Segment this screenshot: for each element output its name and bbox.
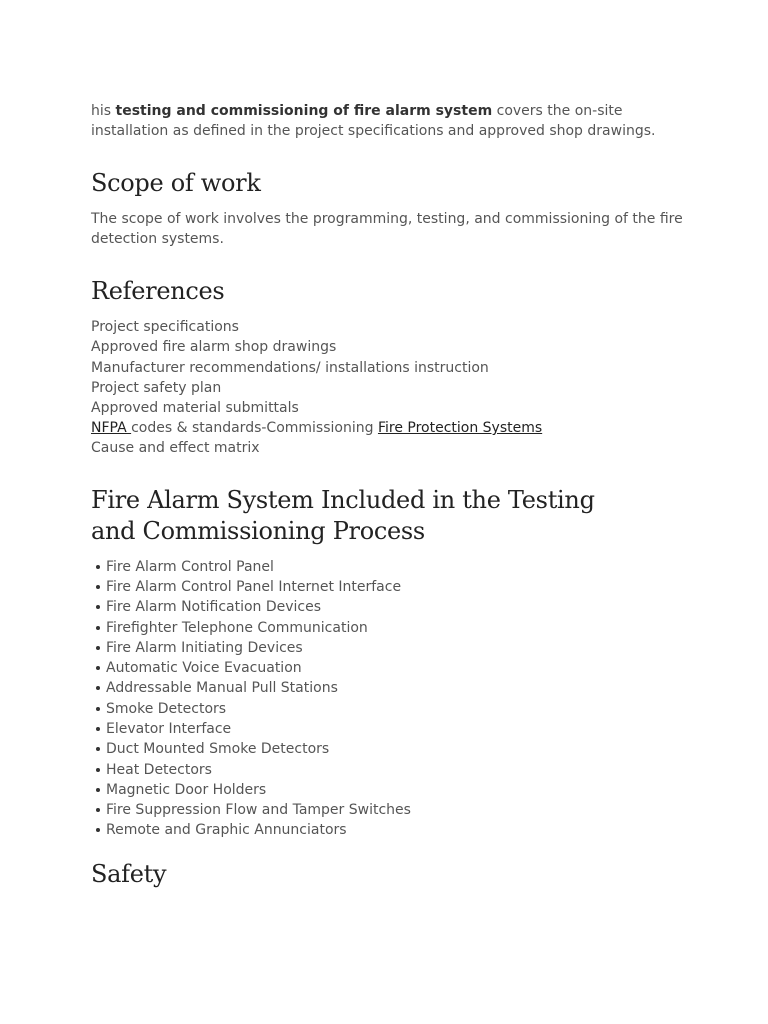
reference-item: Approved material submittals [91,400,299,416]
list-item [106,658,691,678]
intro-bold-term: testing and commissioning of fire alarm system [115,103,493,119]
bullet-icon [96,808,100,812]
scope-heading: Scope of work [91,168,261,197]
list-item [106,618,691,638]
intro-prefix: his [91,103,116,119]
document-page [91,101,691,890]
bullet-icon [96,707,100,711]
bullet-icon [96,585,100,589]
fire-systems-list [91,557,691,841]
bullet-icon [96,686,100,690]
bullet-icon [96,768,100,772]
list-item [106,597,691,617]
nfpa-link[interactable]: NFPA [91,420,132,437]
list-item-label: Remote and Graphic Annunciators [106,822,347,839]
bullet-icon [96,565,100,569]
fire-protection-systems-link[interactable]: Fire Protection Systems [377,420,543,437]
bullet-icon [96,666,100,670]
list-item [106,699,691,719]
list-item [106,719,691,739]
bullet-icon [96,605,100,609]
list-item [106,739,691,759]
bullet-icon [96,626,100,630]
list-item [106,780,691,800]
list-item-label: Magnetic Door Holders [106,781,267,798]
intro-suffix: covers the on-site installation as defined in the project specifications and approved shop drawings. [91,103,656,140]
bullet-icon [96,727,100,731]
references-heading: References [91,277,225,306]
reference-item: Project safety plan [91,379,222,396]
bullet-icon [96,646,100,650]
bullet-icon [96,747,100,751]
list-item-label: Fire Alarm Initiating Devices [106,639,303,656]
intro-paragraph [91,101,691,142]
bullet-icon [96,828,100,832]
fire-systems-heading: Fire Alarm System Included in the Testing and Commissioning Process [91,485,595,545]
list-item [106,557,691,577]
list-item-label: Duct Mounted Smoke Detectors [106,741,330,758]
references-list [91,317,691,458]
reference-item: Project specifications [91,319,239,336]
list-item-label: Automatic Voice Evacuation [106,660,302,677]
list-item [106,638,691,658]
nfpa-middle-text: codes & standards-Commissioning [131,420,378,437]
scope-paragraph: The scope of work involves the programming, testing, and commissioning of the fire detection systems. [91,210,683,247]
list-item-label: Smoke Detectors [106,700,227,717]
list-item-label: Fire Alarm Notification Devices [106,599,322,616]
list-item-label: Firefighter Telephone Communication [106,619,368,636]
list-item-label: Addressable Manual Pull Stations [106,680,338,697]
list-item [106,800,691,820]
safety-heading: Safety [91,859,167,888]
list-item-label: Heat Detectors [106,761,212,778]
bullet-icon [96,788,100,792]
reference-item: Approved fire alarm shop drawings [91,339,337,356]
list-item [106,678,691,698]
list-item-label: Elevator Interface [106,720,232,737]
list-item [106,760,691,780]
list-item-label: Fire Alarm Control Panel [106,558,274,575]
reference-item-nfpa [91,418,691,438]
reference-item: Cause and effect matrix [91,440,260,457]
reference-item: Manufacturer recommendations/ installations instruction [91,359,489,376]
list-item [106,577,691,597]
list-item-label: Fire Alarm Control Panel Internet Interface [106,578,402,595]
list-item-label: Fire Suppression Flow and Tamper Switches [106,802,411,819]
list-item [106,820,691,840]
